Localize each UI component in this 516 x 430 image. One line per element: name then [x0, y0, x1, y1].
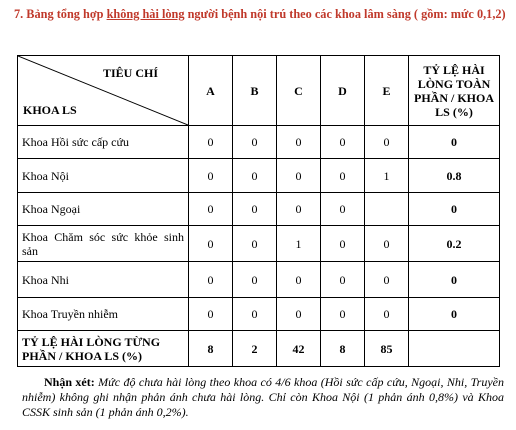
cell-value: 0	[277, 262, 321, 298]
cell-value: 0	[233, 262, 277, 298]
cell-value: 0	[321, 126, 365, 159]
cell-value: 0	[365, 226, 409, 262]
cell-value: 0	[365, 262, 409, 298]
footer-rate-empty	[409, 331, 500, 367]
cell-value: 1	[365, 159, 409, 193]
column-header-e: E	[365, 56, 409, 126]
diagonal-header-cell	[18, 56, 189, 126]
cell-value: 0	[277, 193, 321, 226]
cell-value: 0	[189, 262, 233, 298]
cell-value	[365, 193, 409, 226]
cell-value: 0	[233, 226, 277, 262]
remark-label: Nhận xét:	[44, 375, 95, 389]
footer-row	[18, 331, 500, 367]
header-criteria: TIÊU CHÍ	[102, 66, 158, 80]
row-department: Khoa Hồi sức cấp cứu	[18, 126, 189, 159]
dissatisfaction-table	[17, 55, 500, 367]
cell-value: 0	[321, 298, 365, 331]
title-underlined: không hài lòng	[106, 7, 185, 21]
cell-rate: 0.8	[409, 159, 500, 193]
cell-value: 0	[233, 193, 277, 226]
cell-value: 0	[189, 159, 233, 193]
cell-value: 0	[321, 193, 365, 226]
footer-value: 2	[233, 331, 277, 367]
footer-label: TỶ LỆ HÀI LÒNG TỪNG PHẦN / KHOA LS (%)	[18, 331, 189, 367]
cell-rate: 0.2	[409, 226, 500, 262]
remark-paragraph	[22, 375, 504, 420]
table-row	[18, 193, 500, 226]
cell-value: 0	[365, 298, 409, 331]
cell-value: 0	[277, 126, 321, 159]
footer-value: 42	[277, 331, 321, 367]
cell-value: 0	[321, 226, 365, 262]
cell-rate: 0	[409, 126, 500, 159]
table-row	[18, 298, 500, 331]
row-department: Khoa Nội	[18, 159, 189, 193]
table-title: 7. Bảng tổng hợp không hài lòng người bệnh nội trú theo các khoa lâm sàng ( gồm: mức 0,1,2)	[14, 7, 506, 21]
cell-value: 0	[189, 226, 233, 262]
row-department: Khoa Ngoại	[18, 193, 189, 226]
table-row	[18, 126, 500, 159]
cell-value: 0	[189, 298, 233, 331]
column-header-b: B	[233, 56, 277, 126]
cell-value: 0	[233, 159, 277, 193]
table-row	[18, 159, 500, 193]
cell-rate: 0	[409, 298, 500, 331]
remark-text: Mức độ chưa hài lòng theo khoa có 4/6 khoa (Hồi sức cấp cứu, Ngoại, Nhi, Truyền nhiễm) không ghi nhận phản ánh chưa hài lòng. Chỉ còn Khoa Nội (1 phản ánh 0,8%) và Khoa CSSK sinh sản (1 phản ánh 0,2%).	[22, 375, 505, 419]
row-department: Khoa Truyền nhiễm	[18, 298, 189, 331]
cell-value: 0	[277, 298, 321, 331]
cell-rate: 0	[409, 193, 500, 226]
cell-rate: 0	[409, 262, 500, 298]
row-department: Khoa Chăm sóc sức khỏe sinh sản	[18, 226, 189, 262]
column-header-a: A	[189, 56, 233, 126]
cell-value: 0	[277, 159, 321, 193]
table-row	[18, 262, 500, 298]
column-header-rate: TỶ LỆ HÀI LÒNG TOÀN PHẦN / KHOA LS (%)	[409, 56, 500, 126]
cell-value: 0	[233, 126, 277, 159]
column-header-c: C	[277, 56, 321, 126]
cell-value: 0	[189, 193, 233, 226]
column-header-d: D	[321, 56, 365, 126]
cell-value: 0	[321, 159, 365, 193]
cell-value: 0	[365, 126, 409, 159]
cell-value: 0	[189, 126, 233, 159]
cell-value: 1	[277, 226, 321, 262]
table-row	[18, 226, 500, 262]
row-department: Khoa Nhi	[18, 262, 189, 298]
cell-value: 0	[321, 262, 365, 298]
footer-value: 8	[189, 331, 233, 367]
header-department: KHOA LS	[23, 103, 77, 117]
cell-value: 0	[233, 298, 277, 331]
header-row	[18, 56, 500, 126]
footer-value: 85	[365, 331, 409, 367]
footer-value: 8	[321, 331, 365, 367]
